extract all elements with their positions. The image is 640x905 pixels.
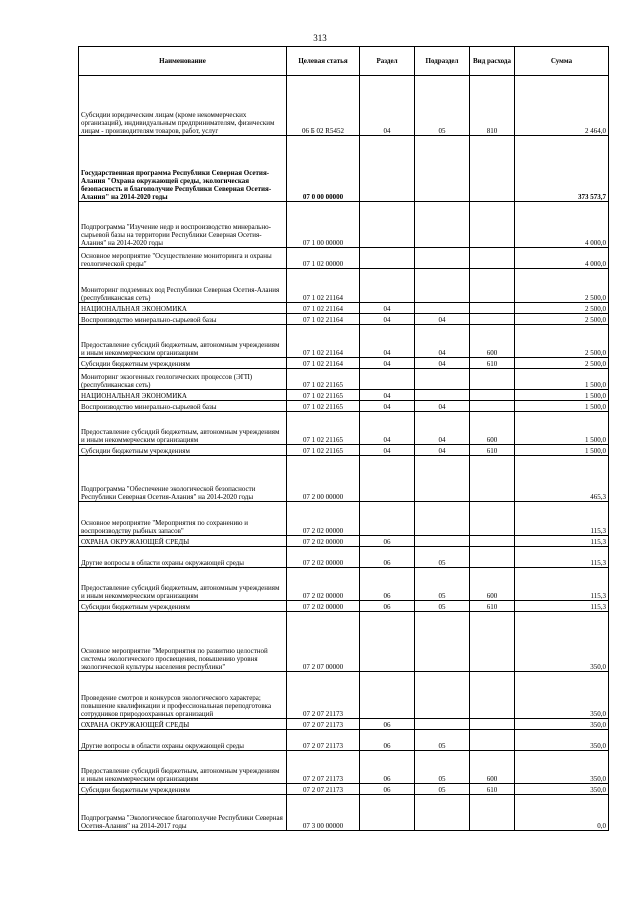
table-row [79, 303, 609, 314]
row-subsection [415, 269, 470, 303]
row-target-article: 07 2 07 21173 [287, 730, 360, 751]
table-row [79, 784, 609, 795]
row-subsection [415, 672, 470, 719]
row-sum: 350,0 [515, 719, 609, 730]
row-section: 06 [360, 601, 415, 612]
row-target-article: 07 1 02 21164 [287, 269, 360, 303]
table-row [79, 536, 609, 547]
row-subsection [415, 612, 470, 672]
row-subsection: 04 [415, 445, 470, 456]
row-target-article: 07 2 02 00000 [287, 568, 360, 601]
row-subsection: 05 [415, 751, 470, 784]
header-section: Раздел [360, 47, 415, 76]
row-section: 06 [360, 536, 415, 547]
row-expense-type [470, 547, 515, 568]
table-row [79, 751, 609, 784]
row-name: Предоставление субсидий бюджетным, автономным учреждениям и иным некоммерческим организациям [79, 412, 287, 445]
row-target-article: 07 1 02 21165 [287, 369, 360, 390]
row-name: Предоставление субсидий бюджетным, автономным учреждениям и иным некоммерческим организациям [79, 325, 287, 358]
row-section: 04 [360, 412, 415, 445]
table-row [79, 358, 609, 369]
table-row [79, 314, 609, 325]
row-name: Основное мероприятие "Мероприятия по развитию целостной системы экологического просвещения, повышению уровня экологической культуры населения республики" [79, 612, 287, 672]
row-expense-type: 600 [470, 568, 515, 601]
row-sum: 2 500,0 [515, 303, 609, 314]
row-subsection [415, 369, 470, 390]
row-subsection [415, 456, 470, 502]
row-expense-type: 610 [470, 358, 515, 369]
row-target-article: 07 1 02 21165 [287, 445, 360, 456]
row-section [360, 612, 415, 672]
row-expense-type: 600 [470, 751, 515, 784]
row-sum: 1 500,0 [515, 445, 609, 456]
table-row [79, 730, 609, 751]
row-subsection: 04 [415, 325, 470, 358]
row-sum: 350,0 [515, 612, 609, 672]
row-expense-type [470, 303, 515, 314]
row-section: 06 [360, 719, 415, 730]
row-sum: 2 500,0 [515, 269, 609, 303]
row-target-article: 07 2 07 21173 [287, 784, 360, 795]
row-expense-type [470, 248, 515, 269]
row-sum: 1 500,0 [515, 401, 609, 412]
table-row [79, 547, 609, 568]
row-name: Воспроизводство минерально-сырьевой базы [79, 401, 287, 412]
row-target-article: 07 2 02 00000 [287, 547, 360, 568]
row-target-article: 07 1 02 21164 [287, 314, 360, 325]
row-subsection: 05 [415, 547, 470, 568]
row-expense-type [470, 672, 515, 719]
budget-table [78, 46, 609, 831]
row-section: 04 [360, 303, 415, 314]
row-expense-type [470, 401, 515, 412]
table-row [79, 445, 609, 456]
row-section: 04 [360, 401, 415, 412]
row-subsection: 05 [415, 601, 470, 612]
table-row [79, 601, 609, 612]
row-section [360, 795, 415, 831]
row-expense-type: 610 [470, 445, 515, 456]
row-sum: 350,0 [515, 730, 609, 751]
table-header-row [79, 47, 609, 76]
row-target-article: 07 2 00 00000 [287, 456, 360, 502]
row-sum: 4 000,0 [515, 248, 609, 269]
table-row [79, 369, 609, 390]
row-expense-type [470, 456, 515, 502]
row-name: Субсидии бюджетным учреждениям [79, 601, 287, 612]
row-expense-type [470, 136, 515, 202]
row-name: Подпрограмма "Экологическое благополучие Республики Северная Осетия-Алания" на 2014-2017 годы [79, 795, 287, 831]
row-section: 04 [360, 325, 415, 358]
row-subsection [415, 248, 470, 269]
row-sum: 1 500,0 [515, 390, 609, 401]
row-expense-type: 600 [470, 412, 515, 445]
row-target-article: 07 1 00 00000 [287, 202, 360, 248]
row-expense-type [470, 730, 515, 751]
row-section: 06 [360, 751, 415, 784]
row-name: Воспроизводство минерально-сырьевой базы [79, 314, 287, 325]
table-row [79, 672, 609, 719]
row-subsection: 04 [415, 314, 470, 325]
row-subsection [415, 390, 470, 401]
row-subsection [415, 136, 470, 202]
row-sum: 115,3 [515, 536, 609, 547]
table-row [79, 502, 609, 536]
header-subsection: Подраздел [415, 47, 470, 76]
table-row [79, 76, 609, 136]
row-sum: 115,3 [515, 502, 609, 536]
row-name: Субсидии бюджетным учреждениям [79, 784, 287, 795]
row-section: 04 [360, 358, 415, 369]
row-target-article: 07 1 02 21164 [287, 358, 360, 369]
row-name: Предоставление субсидий бюджетным, автономным учреждениям и иным некоммерческим организациям [79, 751, 287, 784]
row-expense-type [470, 795, 515, 831]
table-row [79, 269, 609, 303]
row-name: НАЦИОНАЛЬНАЯ ЭКОНОМИКА [79, 303, 287, 314]
row-section: 04 [360, 390, 415, 401]
row-sum: 373 573,7 [515, 136, 609, 202]
row-sum: 2 500,0 [515, 358, 609, 369]
row-name: ОХРАНА ОКРУЖАЮЩЕЙ СРЕДЫ [79, 719, 287, 730]
row-subsection [415, 502, 470, 536]
table-row [79, 401, 609, 412]
header-sum: Сумма [515, 47, 609, 76]
row-section: 06 [360, 547, 415, 568]
row-target-article: 07 2 07 21173 [287, 672, 360, 719]
row-section [360, 672, 415, 719]
row-expense-type [470, 536, 515, 547]
row-section: 04 [360, 445, 415, 456]
row-section [360, 248, 415, 269]
row-name: Предоставление субсидий бюджетным, автономным учреждениям и иным некоммерческим организациям [79, 568, 287, 601]
row-subsection: 05 [415, 568, 470, 601]
row-section: 06 [360, 784, 415, 795]
header-target-article: Целевая статья [287, 47, 360, 76]
row-section [360, 456, 415, 502]
row-target-article: 07 1 02 00000 [287, 248, 360, 269]
row-subsection: 04 [415, 358, 470, 369]
row-subsection [415, 795, 470, 831]
row-target-article: 07 1 02 21165 [287, 412, 360, 445]
row-target-article: 07 2 02 00000 [287, 536, 360, 547]
header-expense-type: Вид расхода [470, 47, 515, 76]
row-section [360, 369, 415, 390]
row-subsection: 04 [415, 401, 470, 412]
row-name: Субсидии юридическим лицам (кроме некоммерческих организаций), индивидуальным предпринимателям, физическим лицам - производителям товаров, работ, услуг [79, 76, 287, 136]
row-subsection: 05 [415, 76, 470, 136]
row-name: Государственная программа Республики Северная Осетия-Алания "Охрана окружающей среды, экологическая безопасность и благополучие Республики Северная Осетия-Алания" на 2014-2020 годы [79, 136, 287, 202]
row-target-article: 07 2 07 00000 [287, 612, 360, 672]
row-target-article: 07 0 00 00000 [287, 136, 360, 202]
table-row [79, 325, 609, 358]
row-sum: 1 500,0 [515, 412, 609, 445]
row-target-article: 07 2 07 21173 [287, 751, 360, 784]
row-target-article: 07 1 02 21165 [287, 390, 360, 401]
row-sum: 350,0 [515, 784, 609, 795]
row-subsection: 05 [415, 784, 470, 795]
table-row [79, 795, 609, 831]
row-expense-type: 610 [470, 601, 515, 612]
page-number: 313 [313, 33, 327, 43]
row-section: 06 [360, 568, 415, 601]
row-target-article: 07 1 02 21164 [287, 303, 360, 314]
table-row [79, 136, 609, 202]
row-sum: 115,3 [515, 547, 609, 568]
row-sum: 2 500,0 [515, 314, 609, 325]
row-sum: 115,3 [515, 601, 609, 612]
row-sum: 2 464,0 [515, 76, 609, 136]
row-name: Субсидии бюджетным учреждениям [79, 445, 287, 456]
row-expense-type [470, 314, 515, 325]
row-subsection [415, 719, 470, 730]
row-expense-type [470, 390, 515, 401]
row-sum: 1 500,0 [515, 369, 609, 390]
row-name: НАЦИОНАЛЬНАЯ ЭКОНОМИКА [79, 390, 287, 401]
row-sum: 350,0 [515, 751, 609, 784]
row-sum: 465,3 [515, 456, 609, 502]
table-row [79, 719, 609, 730]
row-expense-type: 610 [470, 784, 515, 795]
row-expense-type [470, 612, 515, 672]
row-name: Другие вопросы в области охраны окружающей среды [79, 547, 287, 568]
row-target-article: 07 2 02 00000 [287, 502, 360, 536]
row-expense-type [470, 269, 515, 303]
row-section [360, 269, 415, 303]
row-sum: 2 500,0 [515, 325, 609, 358]
row-name: Подпрограмма "Изучение недр и воспроизводство минерально-сырьевой базы на территории Республики Северная Осетия-Алания" на 2014-2020 годы [79, 202, 287, 248]
row-section: 04 [360, 76, 415, 136]
row-section: 06 [360, 730, 415, 751]
table-row [79, 612, 609, 672]
row-name: ОХРАНА ОКРУЖАЮЩЕЙ СРЕДЫ [79, 536, 287, 547]
row-expense-type [470, 719, 515, 730]
row-section [360, 502, 415, 536]
table-row [79, 248, 609, 269]
table-row [79, 412, 609, 445]
row-target-article: 07 2 07 21173 [287, 719, 360, 730]
row-sum: 115,3 [515, 568, 609, 601]
row-section: 04 [360, 314, 415, 325]
row-name: Проведение смотров и конкурсов экологического характера; повышение квалификации и профессиональная переподготовка сотрудников природоохранных организаций [79, 672, 287, 719]
row-name: Основное мероприятие "Мероприятия по сохранению и воспроизводству рыбных запасов" [79, 502, 287, 536]
row-subsection [415, 536, 470, 547]
row-section [360, 136, 415, 202]
table-row [79, 568, 609, 601]
row-expense-type: 810 [470, 76, 515, 136]
table-row [79, 456, 609, 502]
table-row [79, 202, 609, 248]
row-subsection: 04 [415, 412, 470, 445]
row-name: Другие вопросы в области охраны окружающей среды [79, 730, 287, 751]
row-subsection [415, 303, 470, 314]
table-row [79, 390, 609, 401]
row-target-article: 07 3 00 00000 [287, 795, 360, 831]
row-section [360, 202, 415, 248]
row-expense-type [470, 202, 515, 248]
row-subsection [415, 202, 470, 248]
row-target-article: 06 Б 02 R5452 [287, 76, 360, 136]
row-name: Основное мероприятие "Осуществление мониторинга и охраны геологической среды" [79, 248, 287, 269]
row-name: Субсидии бюджетным учреждениям [79, 358, 287, 369]
row-sum: 4 000,0 [515, 202, 609, 248]
row-sum: 0,0 [515, 795, 609, 831]
row-target-article: 07 2 02 00000 [287, 601, 360, 612]
row-expense-type [470, 369, 515, 390]
row-name: Мониторинг подземных вод Республики Северная Осетия-Алания (республиканская сеть) [79, 269, 287, 303]
row-sum: 350,0 [515, 672, 609, 719]
header-name: Наименование [79, 47, 287, 76]
row-subsection: 05 [415, 730, 470, 751]
row-name: Мониторинг экзогенных геологических процессов (ЭГП) (республиканская сеть) [79, 369, 287, 390]
row-name: Подпрограмма "Обеспечение экологической безопасности Республики Северная Осетия-Алания" на 2014-2020 годы [79, 456, 287, 502]
row-expense-type [470, 502, 515, 536]
row-target-article: 07 1 02 21165 [287, 401, 360, 412]
row-target-article: 07 1 02 21164 [287, 325, 360, 358]
row-expense-type: 600 [470, 325, 515, 358]
